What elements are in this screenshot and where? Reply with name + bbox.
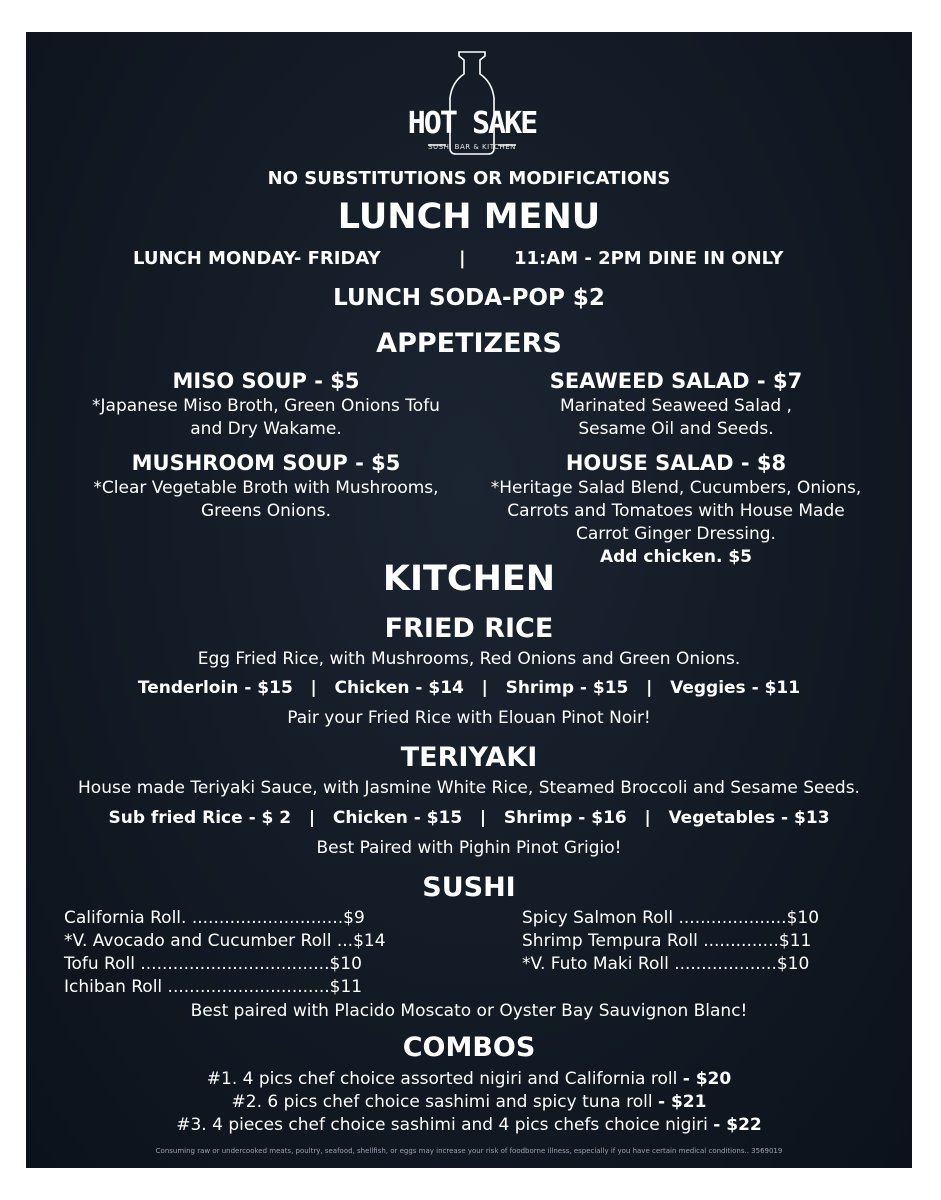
miso-soup-desc: *Japanese Miso Broth, Green Onions Tofu [92, 396, 440, 416]
house-salad-desc: *Heritage Salad Blend, Cucumbers, Onions, [490, 478, 862, 498]
soda-pop-offer: LUNCH SODA-POP $2 [333, 285, 605, 311]
miso-soup-desc: and Dry Wakame. [190, 419, 342, 439]
mushroom-soup-title: MUSHROOM SOUP - $5 [131, 451, 401, 475]
sushi-item: Ichiban Roll ..............................$11 [64, 977, 363, 997]
fried-rice-heading: FRIED RICE [384, 613, 554, 644]
sushi-item: *V. Avocado and Cucumber Roll ...$14 [64, 931, 386, 951]
combo-desc: #1. 4 pics chef choice assorted nigiri and California roll [206, 1069, 683, 1089]
seaweed-salad-title: SEAWEED SALAD - $7 [549, 369, 803, 393]
seaweed-salad-desc: Marinated Seaweed Salad , [560, 396, 792, 416]
combo-item [26, 1115, 912, 1135]
hours-days: LUNCH MONDAY- FRIDAY [133, 248, 381, 269]
combo-item [26, 1092, 912, 1112]
hours-time: 11:AM - 2PM DINE IN ONLY [514, 248, 784, 269]
teriyaki-options: Sub fried Rice - $ 2 | Chicken - $15 | Shrimp - $16 | Vegetables - $13 [108, 808, 830, 828]
hot-sake-logo [392, 48, 552, 156]
notice-text: NO SUBSTITUTIONS OR MODIFICATIONS [267, 168, 671, 189]
combos-heading: COMBOS [402, 1032, 536, 1063]
sushi-item: Shrimp Tempura Roll ..............$11 [522, 931, 812, 951]
combo-desc: #2. 6 pics chef choice sashimi and spicy tuna roll [231, 1092, 658, 1112]
disclaimer-text: Consuming raw or undercooked meats, poultry, seafood, shellfish, or eggs may increase your risk of foodborne illness, especially if you have certain medical conditions.. 3569019 [155, 1147, 783, 1155]
combo-price: - $20 [682, 1069, 732, 1089]
sushi-item: Spicy Salmon Roll ....................$10 [522, 908, 820, 928]
page-title: LUNCH MENU [337, 197, 601, 237]
hours-separator: | [459, 248, 466, 269]
menu-board [26, 32, 912, 1168]
appetizers-heading: APPETIZERS [376, 328, 562, 359]
house-salad-title: HOUSE SALAD - $8 [565, 451, 787, 475]
seaweed-salad-desc: Sesame Oil and Seeds. [578, 419, 774, 439]
teriyaki-desc: House made Teriyaki Sauce, with Jasmine White Rice, Steamed Broccoli and Sesame Seeds. [78, 778, 860, 798]
sushi-item: *V. Futo Maki Roll ...................$10 [522, 954, 810, 974]
teriyaki-pairing: Best Paired with Pighin Pinot Grigio! [316, 838, 622, 858]
combo-item [26, 1069, 912, 1089]
house-salad-desc: Carrot Ginger Dressing. [576, 524, 776, 544]
house-salad-desc: Carrots and Tomatoes with House Made [507, 501, 845, 521]
fried-rice-desc: Egg Fried Rice, with Mushrooms, Red Onions and Green Onions. [197, 649, 741, 669]
sushi-pairing: Best paired with Placido Moscato or Oyster Bay Sauvignon Blanc! [190, 1001, 748, 1021]
mushroom-soup-desc: Greens Onions. [200, 501, 332, 521]
combo-desc: #3. 4 pieces chef choice sashimi and 4 pics chefs choice nigiri [176, 1115, 714, 1135]
combo-price: - $22 [713, 1115, 762, 1135]
teriyaki-heading: TERIYAKI [400, 742, 538, 773]
sushi-item: Tofu Roll ...................................$10 [64, 954, 362, 974]
house-salad-addon: Add chicken. $5 [599, 547, 752, 567]
logo-subtitle: SUSHI BAR & KITCHEN [428, 143, 516, 151]
sushi-item: California Roll. ............................$9 [64, 908, 365, 928]
mushroom-soup-desc: *Clear Vegetable Broth with Mushrooms, [93, 478, 439, 498]
combo-price: - $21 [657, 1092, 707, 1112]
fried-rice-options: Tenderloin - $15 | Chicken - $14 | Shrimp - $15 | Veggies - $11 [137, 678, 801, 698]
miso-soup-title: MISO SOUP - $5 [172, 369, 360, 393]
sushi-heading: SUSHI [422, 872, 516, 903]
logo-wordmark: HOT SAKE [407, 106, 537, 141]
fried-rice-pairing: Pair your Fried Rice with Elouan Pinot Noir! [287, 708, 651, 728]
kitchen-heading: KITCHEN [382, 559, 556, 599]
